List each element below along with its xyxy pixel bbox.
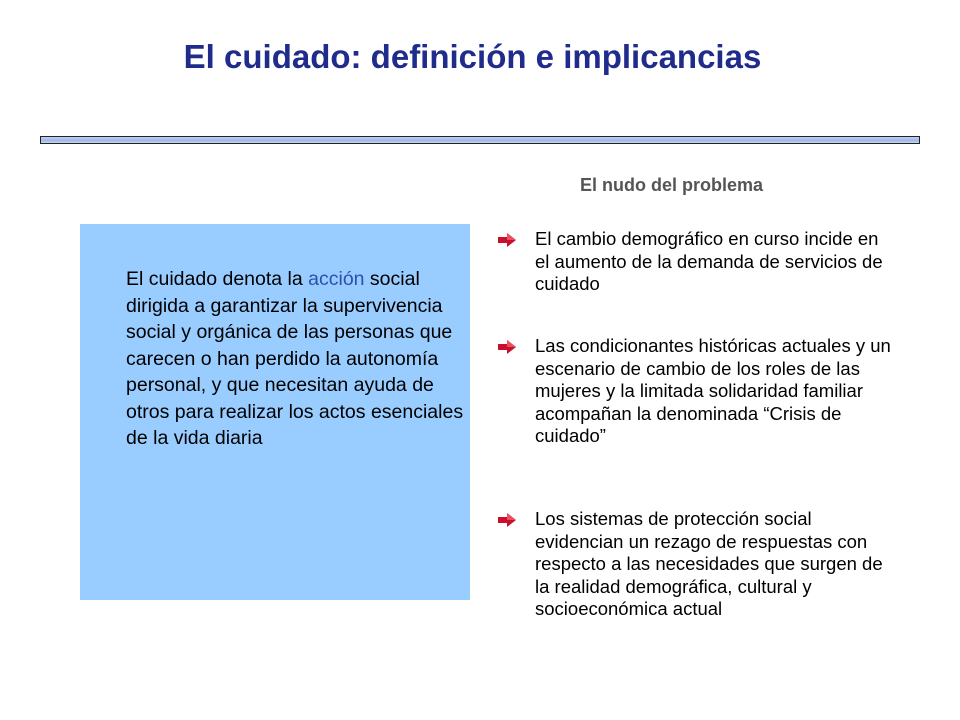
definition-text bbox=[126, 266, 466, 452]
bullet-text: Los sistemas de protección social evidencian un rezago de respuestas con respecto a las necesidades que surgen de la realidad demográfica, cultural y socioeconómica actual bbox=[535, 508, 883, 619]
slide-title: El cuidado: definición e implicancias bbox=[183, 38, 762, 75]
red-arrow-bullet-icon bbox=[497, 339, 517, 355]
definition-text-start: El cuidado denota la bbox=[126, 268, 309, 290]
section-heading: El nudo del problema bbox=[580, 175, 764, 195]
bullet-text: Las condicionantes históricas actuales y un escenario de cambio de los roles de las mujeres y la limitada solidaridad familiar acompañan la denominada “Crisis de cuidado” bbox=[535, 335, 891, 446]
definition-highlight: acción bbox=[308, 268, 365, 290]
red-arrow-bullet-icon bbox=[497, 512, 517, 528]
title-divider bbox=[40, 136, 920, 144]
bullet-text: El cambio demográfico en curso incide en el aumento de la demanda de servicios de cuidado bbox=[535, 228, 883, 294]
red-arrow-bullet-icon bbox=[497, 232, 517, 248]
definition-text-rest: social dirigida a garantizar la supervivencia social y orgánica de las personas que carecen o han perdido la autonomía personal, y que necesitan ayuda de otros para realizar los actos esenciales de la vida diaria bbox=[126, 268, 464, 449]
definition-box bbox=[80, 224, 470, 600]
